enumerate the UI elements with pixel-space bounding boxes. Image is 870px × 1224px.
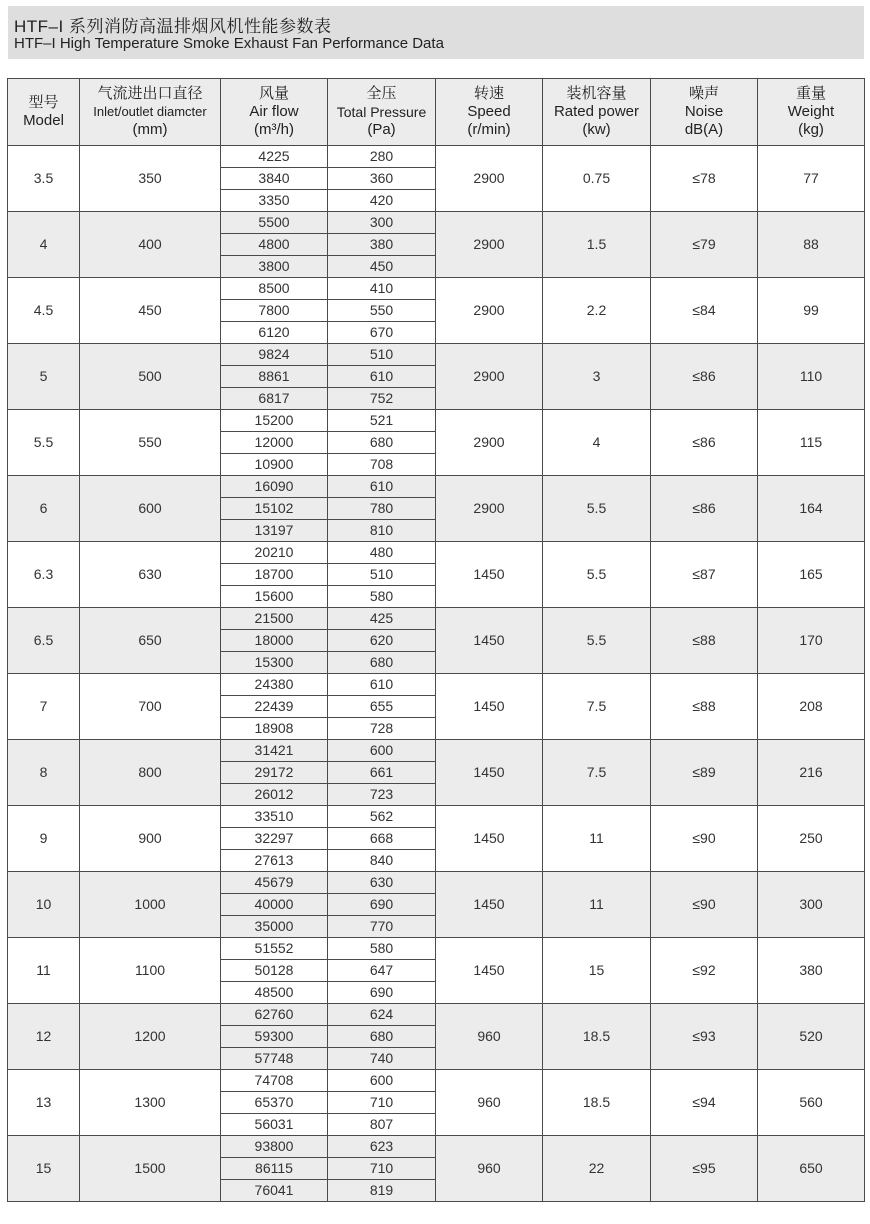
pressure-cell: 690 xyxy=(328,894,436,916)
pressure-cell: 610 xyxy=(328,674,436,696)
airflow-cell: 10900 xyxy=(221,454,328,476)
pressure-cell: 710 xyxy=(328,1158,436,1180)
noise-cell: ≤87 xyxy=(651,542,758,608)
model-cell: 6 xyxy=(8,476,80,542)
diameter-cell: 600 xyxy=(80,476,221,542)
weight-cell: 300 xyxy=(758,872,865,938)
speed-cell: 1450 xyxy=(436,740,543,806)
header-en: Noise xyxy=(684,103,724,120)
table-row xyxy=(8,410,865,432)
speed-cell: 960 xyxy=(436,1004,543,1070)
weight-cell: 165 xyxy=(758,542,865,608)
table-row xyxy=(8,278,865,300)
airflow-cell: 50128 xyxy=(221,960,328,982)
pressure-cell: 680 xyxy=(328,432,436,454)
pressure-cell: 723 xyxy=(328,784,436,806)
airflow-cell: 12000 xyxy=(221,432,328,454)
weight-cell: 77 xyxy=(758,146,865,212)
model-cell: 4.5 xyxy=(8,278,80,344)
airflow-cell: 62760 xyxy=(221,1004,328,1026)
weight-cell: 520 xyxy=(758,1004,865,1070)
pressure-cell: 580 xyxy=(328,938,436,960)
header-power xyxy=(543,79,651,146)
pressure-cell: 300 xyxy=(328,212,436,234)
pressure-cell: 550 xyxy=(328,300,436,322)
speed-cell: 1450 xyxy=(436,608,543,674)
airflow-cell: 15300 xyxy=(221,652,328,674)
pressure-cell: 562 xyxy=(328,806,436,828)
airflow-cell: 51552 xyxy=(221,938,328,960)
airflow-cell: 29172 xyxy=(221,762,328,784)
speed-cell: 2900 xyxy=(436,146,543,212)
table-body xyxy=(8,146,865,1202)
weight-cell: 380 xyxy=(758,938,865,1004)
airflow-cell: 15102 xyxy=(221,498,328,520)
weight-cell: 560 xyxy=(758,1070,865,1136)
pressure-cell: 360 xyxy=(328,168,436,190)
pressure-cell: 580 xyxy=(328,586,436,608)
airflow-cell: 16090 xyxy=(221,476,328,498)
header-cn: 转速 xyxy=(473,85,504,102)
noise-cell: ≤88 xyxy=(651,674,758,740)
airflow-cell: 48500 xyxy=(221,982,328,1004)
table-row xyxy=(8,146,865,168)
power-cell: 5.5 xyxy=(543,608,651,674)
model-cell: 12 xyxy=(8,1004,80,1070)
noise-cell: ≤92 xyxy=(651,938,758,1004)
airflow-cell: 8500 xyxy=(221,278,328,300)
weight-cell: 216 xyxy=(758,740,865,806)
model-cell: 3.5 xyxy=(8,146,80,212)
pressure-cell: 752 xyxy=(328,388,436,410)
pressure-cell: 807 xyxy=(328,1114,436,1136)
speed-cell: 2900 xyxy=(436,278,543,344)
header-unit: dB(A) xyxy=(684,121,724,138)
diameter-cell: 1100 xyxy=(80,938,221,1004)
power-cell: 22 xyxy=(543,1136,651,1202)
airflow-cell: 3840 xyxy=(221,168,328,190)
speed-cell: 960 xyxy=(436,1136,543,1202)
airflow-cell: 76041 xyxy=(221,1180,328,1202)
pressure-cell: 680 xyxy=(328,652,436,674)
pressure-cell: 600 xyxy=(328,740,436,762)
power-cell: 11 xyxy=(543,806,651,872)
model-cell: 11 xyxy=(8,938,80,1004)
title-bar xyxy=(8,6,864,59)
pressure-cell: 610 xyxy=(328,366,436,388)
speed-cell: 1450 xyxy=(436,542,543,608)
title-chinese: HTF–I 系列消防高温排烟风机性能参数表 xyxy=(14,17,332,36)
airflow-cell: 8861 xyxy=(221,366,328,388)
pressure-cell: 710 xyxy=(328,1092,436,1114)
header-unit: (Pa) xyxy=(367,121,396,138)
pressure-cell: 420 xyxy=(328,190,436,212)
pressure-cell: 620 xyxy=(328,630,436,652)
header-cn: 气流进出口直径 xyxy=(97,85,203,102)
power-cell: 0.75 xyxy=(543,146,651,212)
noise-cell: ≤90 xyxy=(651,806,758,872)
pressure-cell: 425 xyxy=(328,608,436,630)
noise-cell: ≤78 xyxy=(651,146,758,212)
pressure-cell: 600 xyxy=(328,1070,436,1092)
airflow-cell: 20210 xyxy=(221,542,328,564)
model-cell: 9 xyxy=(8,806,80,872)
speed-cell: 960 xyxy=(436,1070,543,1136)
table-row xyxy=(8,1004,865,1026)
airflow-cell: 86115 xyxy=(221,1158,328,1180)
noise-cell: ≤89 xyxy=(651,740,758,806)
header-cn: 型号 xyxy=(28,94,59,111)
header-en: Weight xyxy=(787,103,835,120)
table-row xyxy=(8,608,865,630)
pressure-cell: 510 xyxy=(328,344,436,366)
power-cell: 4 xyxy=(543,410,651,476)
pressure-cell: 668 xyxy=(328,828,436,850)
noise-cell: ≤93 xyxy=(651,1004,758,1070)
table-row xyxy=(8,938,865,960)
airflow-cell: 18908 xyxy=(221,718,328,740)
pressure-cell: 521 xyxy=(328,410,436,432)
header-cn: 重量 xyxy=(795,85,826,102)
airflow-cell: 27613 xyxy=(221,850,328,872)
noise-cell: ≤88 xyxy=(651,608,758,674)
model-cell: 15 xyxy=(8,1136,80,1202)
pressure-cell: 647 xyxy=(328,960,436,982)
header-unit: (r/min) xyxy=(467,121,511,138)
power-cell: 2.2 xyxy=(543,278,651,344)
airflow-cell: 21500 xyxy=(221,608,328,630)
model-cell: 7 xyxy=(8,674,80,740)
power-cell: 5.5 xyxy=(543,542,651,608)
model-cell: 5 xyxy=(8,344,80,410)
title-english: HTF–I High Temperature Smoke Exhaust Fan Performance Data xyxy=(14,35,444,52)
noise-cell: ≤95 xyxy=(651,1136,758,1202)
model-cell: 8 xyxy=(8,740,80,806)
header-unit: (mm) xyxy=(132,121,168,138)
pressure-cell: 510 xyxy=(328,564,436,586)
noise-cell: ≤84 xyxy=(651,278,758,344)
header-model xyxy=(8,79,80,146)
header-en: Air flow xyxy=(249,103,299,120)
airflow-cell: 93800 xyxy=(221,1136,328,1158)
noise-cell: ≤86 xyxy=(651,476,758,542)
diameter-cell: 1000 xyxy=(80,872,221,938)
diameter-cell: 700 xyxy=(80,674,221,740)
power-cell: 18.5 xyxy=(543,1070,651,1136)
header-cn: 噪声 xyxy=(688,85,719,102)
weight-cell: 208 xyxy=(758,674,865,740)
pressure-cell: 624 xyxy=(328,1004,436,1026)
diameter-cell: 400 xyxy=(80,212,221,278)
diameter-cell: 900 xyxy=(80,806,221,872)
pressure-cell: 450 xyxy=(328,256,436,278)
model-cell: 6.5 xyxy=(8,608,80,674)
airflow-cell: 15200 xyxy=(221,410,328,432)
speed-cell: 2900 xyxy=(436,410,543,476)
airflow-cell: 9824 xyxy=(221,344,328,366)
power-cell: 5.5 xyxy=(543,476,651,542)
header-unit: (kw) xyxy=(582,121,611,138)
header-cn: 装机容量 xyxy=(566,85,627,102)
table-row xyxy=(8,1136,865,1158)
power-cell: 7.5 xyxy=(543,740,651,806)
pressure-cell: 728 xyxy=(328,718,436,740)
pressure-cell: 280 xyxy=(328,146,436,168)
noise-cell: ≤79 xyxy=(651,212,758,278)
airflow-cell: 59300 xyxy=(221,1026,328,1048)
diameter-cell: 550 xyxy=(80,410,221,476)
airflow-cell: 6817 xyxy=(221,388,328,410)
airflow-cell: 56031 xyxy=(221,1114,328,1136)
airflow-cell: 18000 xyxy=(221,630,328,652)
table-row xyxy=(8,1070,865,1092)
noise-cell: ≤86 xyxy=(651,410,758,476)
model-cell: 13 xyxy=(8,1070,80,1136)
airflow-cell: 35000 xyxy=(221,916,328,938)
airflow-cell: 3350 xyxy=(221,190,328,212)
pressure-cell: 810 xyxy=(328,520,436,542)
header-en: Speed xyxy=(467,103,511,120)
weight-cell: 170 xyxy=(758,608,865,674)
header-en: Total Pressure xyxy=(336,104,427,120)
model-cell: 6.3 xyxy=(8,542,80,608)
table-row xyxy=(8,872,865,894)
airflow-cell: 33510 xyxy=(221,806,328,828)
header-speed xyxy=(436,79,543,146)
header-unit: (m³/h) xyxy=(254,121,294,138)
airflow-cell: 31421 xyxy=(221,740,328,762)
header-unit: (kg) xyxy=(798,121,824,138)
pressure-cell: 770 xyxy=(328,916,436,938)
airflow-cell: 57748 xyxy=(221,1048,328,1070)
table-row xyxy=(8,542,865,564)
table-row xyxy=(8,476,865,498)
airflow-cell: 13197 xyxy=(221,520,328,542)
weight-cell: 110 xyxy=(758,344,865,410)
weight-cell: 650 xyxy=(758,1136,865,1202)
airflow-cell: 18700 xyxy=(221,564,328,586)
header-cn: 风量 xyxy=(258,85,289,102)
model-cell: 4 xyxy=(8,212,80,278)
airflow-cell: 74708 xyxy=(221,1070,328,1092)
model-cell: 10 xyxy=(8,872,80,938)
pressure-cell: 410 xyxy=(328,278,436,300)
table-row xyxy=(8,344,865,366)
performance-table xyxy=(7,78,865,1202)
power-cell: 7.5 xyxy=(543,674,651,740)
airflow-cell: 24380 xyxy=(221,674,328,696)
speed-cell: 2900 xyxy=(436,344,543,410)
pressure-cell: 819 xyxy=(328,1180,436,1202)
speed-cell: 2900 xyxy=(436,212,543,278)
airflow-cell: 6120 xyxy=(221,322,328,344)
header-weight xyxy=(758,79,865,146)
weight-cell: 164 xyxy=(758,476,865,542)
speed-cell: 1450 xyxy=(436,806,543,872)
table-row xyxy=(8,806,865,828)
model-cell: 5.5 xyxy=(8,410,80,476)
weight-cell: 88 xyxy=(758,212,865,278)
weight-cell: 99 xyxy=(758,278,865,344)
power-cell: 15 xyxy=(543,938,651,1004)
diameter-cell: 650 xyxy=(80,608,221,674)
diameter-cell: 350 xyxy=(80,146,221,212)
table-row xyxy=(8,740,865,762)
speed-cell: 1450 xyxy=(436,872,543,938)
airflow-cell: 26012 xyxy=(221,784,328,806)
diameter-cell: 1300 xyxy=(80,1070,221,1136)
airflow-cell: 7800 xyxy=(221,300,328,322)
header-noise xyxy=(651,79,758,146)
pressure-cell: 630 xyxy=(328,872,436,894)
airflow-cell: 45679 xyxy=(221,872,328,894)
airflow-cell: 65370 xyxy=(221,1092,328,1114)
diameter-cell: 1200 xyxy=(80,1004,221,1070)
speed-cell: 1450 xyxy=(436,674,543,740)
power-cell: 1.5 xyxy=(543,212,651,278)
pressure-cell: 623 xyxy=(328,1136,436,1158)
header-diameter xyxy=(80,79,221,146)
pressure-cell: 380 xyxy=(328,234,436,256)
airflow-cell: 15600 xyxy=(221,586,328,608)
airflow-cell: 4800 xyxy=(221,234,328,256)
diameter-cell: 450 xyxy=(80,278,221,344)
pressure-cell: 780 xyxy=(328,498,436,520)
pressure-cell: 670 xyxy=(328,322,436,344)
airflow-cell: 22439 xyxy=(221,696,328,718)
airflow-cell: 32297 xyxy=(221,828,328,850)
header-pressure xyxy=(328,79,436,146)
power-cell: 11 xyxy=(543,872,651,938)
power-cell: 3 xyxy=(543,344,651,410)
weight-cell: 115 xyxy=(758,410,865,476)
speed-cell: 2900 xyxy=(436,476,543,542)
table-row xyxy=(8,212,865,234)
header-en: Model xyxy=(23,112,64,129)
header-cn: 全压 xyxy=(366,85,397,102)
pressure-cell: 661 xyxy=(328,762,436,784)
header-airflow xyxy=(221,79,328,146)
airflow-cell: 40000 xyxy=(221,894,328,916)
weight-cell: 250 xyxy=(758,806,865,872)
airflow-cell: 3800 xyxy=(221,256,328,278)
airflow-cell: 5500 xyxy=(221,212,328,234)
header-row xyxy=(8,79,865,146)
pressure-cell: 480 xyxy=(328,542,436,564)
pressure-cell: 655 xyxy=(328,696,436,718)
header-en: Rated power xyxy=(553,103,640,120)
speed-cell: 1450 xyxy=(436,938,543,1004)
diameter-cell: 630 xyxy=(80,542,221,608)
diameter-cell: 1500 xyxy=(80,1136,221,1202)
noise-cell: ≤86 xyxy=(651,344,758,410)
noise-cell: ≤94 xyxy=(651,1070,758,1136)
diameter-cell: 500 xyxy=(80,344,221,410)
header-en: Inlet/outlet diamcter xyxy=(93,104,207,119)
power-cell: 18.5 xyxy=(543,1004,651,1070)
pressure-cell: 708 xyxy=(328,454,436,476)
pressure-cell: 680 xyxy=(328,1026,436,1048)
pressure-cell: 840 xyxy=(328,850,436,872)
table-row xyxy=(8,674,865,696)
diameter-cell: 800 xyxy=(80,740,221,806)
pressure-cell: 740 xyxy=(328,1048,436,1070)
airflow-cell: 4225 xyxy=(221,146,328,168)
pressure-cell: 690 xyxy=(328,982,436,1004)
noise-cell: ≤90 xyxy=(651,872,758,938)
pressure-cell: 610 xyxy=(328,476,436,498)
